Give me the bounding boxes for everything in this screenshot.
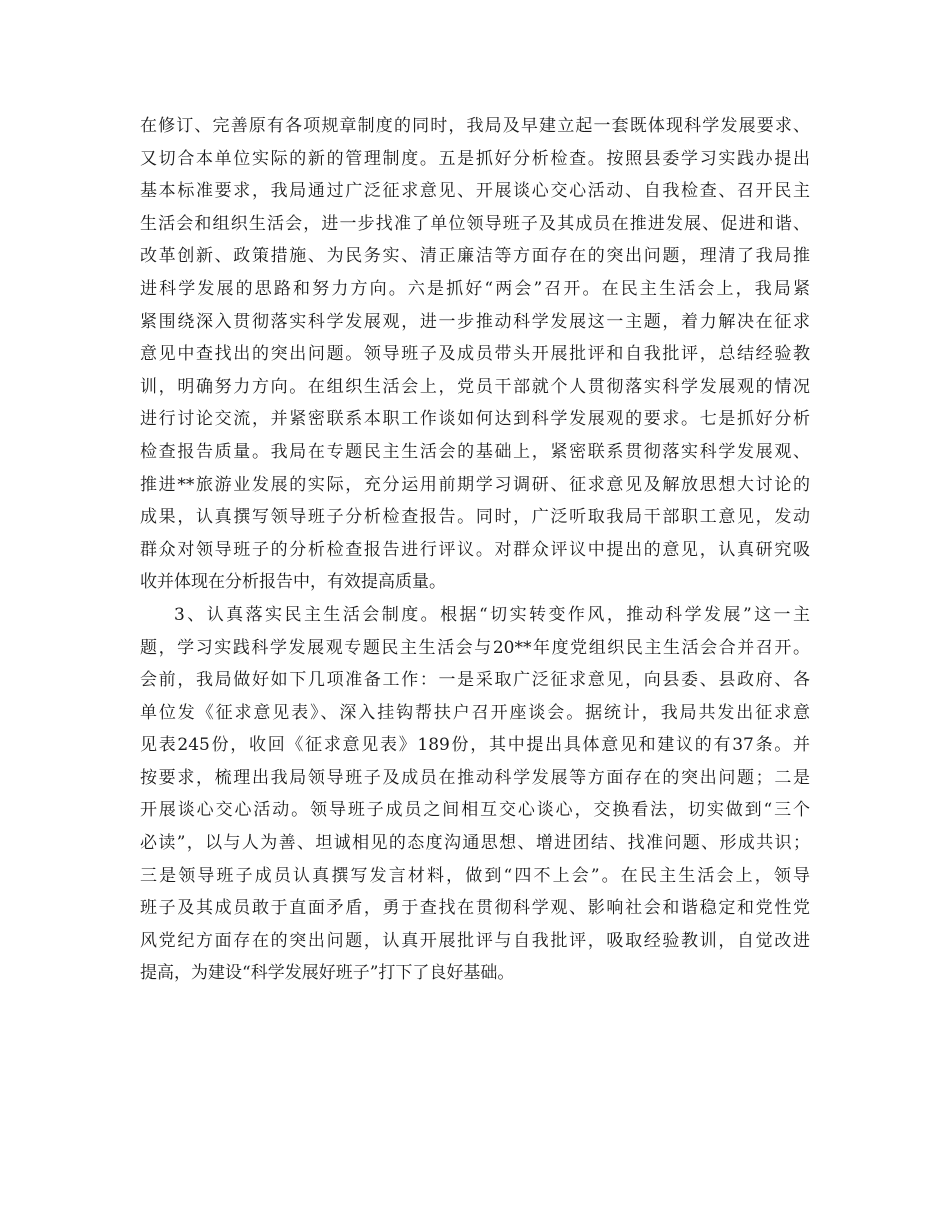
section-heading-line: 3、认真落实民主生活会制度。根据“切实转变作风，推动科学发展”这一主: [174, 604, 810, 625]
text-line: 风党纪方面存在的突出问题，认真开展批评与自我批评，吸取经验教训，自觉改进: [140, 930, 810, 951]
text-line: 题，学习实践科学发展观专题民主生活会与20**年度党组织民主生活会合并召开。: [140, 637, 810, 658]
text-line: 基本标准要求，我局通过广泛征求意见、开展谈心交心活动、自我检查、召开民主: [140, 181, 810, 202]
text-line: 收并体现在分析报告中，有效提高质量。: [140, 572, 446, 593]
text-line: 会前，我局做好如下几项准备工作：一是采取广泛征求意见，向县委、县政府、各: [140, 670, 810, 691]
text-line: 生活会和组织生活会，进一步找准了单位领导班子及其成员在推进发展、促进和谐、: [140, 213, 810, 234]
text-line: 单位发《征求意见表》、深入挂钩帮扶户召开座谈会。据统计，我局共发出征求意: [140, 702, 810, 723]
text-line: 训，明确努力方向。在组织生活会上，党员干部就个人贯彻落实科学发展观的情况: [140, 376, 810, 397]
text-line: 群众对领导班子的分析检查报告进行评议。对群众评议中提出的意见，认真研究吸: [140, 539, 810, 560]
text-line: 开展谈心交心活动。领导班子成员之间相互交心谈心，交换看法，切实做到“三个: [140, 800, 810, 821]
text-line: 意见中查找出的突出问题。领导班子及成员带头开展批评和自我批评，总结经验教: [140, 344, 810, 365]
text-line: 进科学发展的思路和努力方向。六是抓好“两会”召开。在民主生活会上，我局紧: [140, 278, 810, 299]
text-line: 必读”，以与人为善、坦诚相见的态度沟通思想、增进团结、找准问题、形成共识；: [140, 833, 810, 854]
text-line: 班子及其成员敢于直面矛盾，勇于查找在贯彻科学观、影响社会和谐稳定和党性党: [140, 898, 810, 919]
text-line: 推进**旅游业发展的实际，充分运用前期学习调研、征求意见及解放思想大讨论的: [140, 474, 810, 495]
text-line: 见表245份，收回《征求意见表》189份，其中提出具体意见和建议的有37条。并: [140, 735, 810, 756]
text-line: 在修订、完善原有各项规章制度的同时，我局及早建立起一套既体现科学发展要求、: [140, 116, 810, 136]
text-line: 成果，认真撰写领导班子分析检查报告。同时，广泛听取我局干部职工意见，发动: [140, 507, 810, 528]
text-line: 改革创新、政策措施、为民务实、清正廉洁等方面存在的突出问题，理清了我局推: [140, 246, 810, 267]
text-line: 按要求，梳理出我局领导班子及成员在推动科学发展等方面存在的突出问题；二是: [140, 767, 810, 788]
text-line: 三是领导班子成员认真撰写发言材料，做到“四不上会”。在民主生活会上，领导: [140, 865, 810, 886]
text-line: 紧围绕深入贯彻落实科学发展观，进一步推动科学发展这一主题，着力解决在征求: [140, 311, 810, 332]
text-line: 检查报告质量。我局在专题民主生活会的基础上，紧密联系贯彻落实科学发展观、: [140, 441, 810, 462]
text-line: 又切合本单位实际的新的管理制度。五是抓好分析检查。按照县委学习实践办提出: [140, 148, 810, 169]
text-line: 进行讨论交流，并紧密联系本职工作谈如何达到科学发展观的要求。七是抓好分析: [140, 409, 810, 430]
text-line: 提高，为建设“科学发展好班子”打下了良好基础。: [140, 963, 515, 984]
document-body: [140, 110, 810, 990]
